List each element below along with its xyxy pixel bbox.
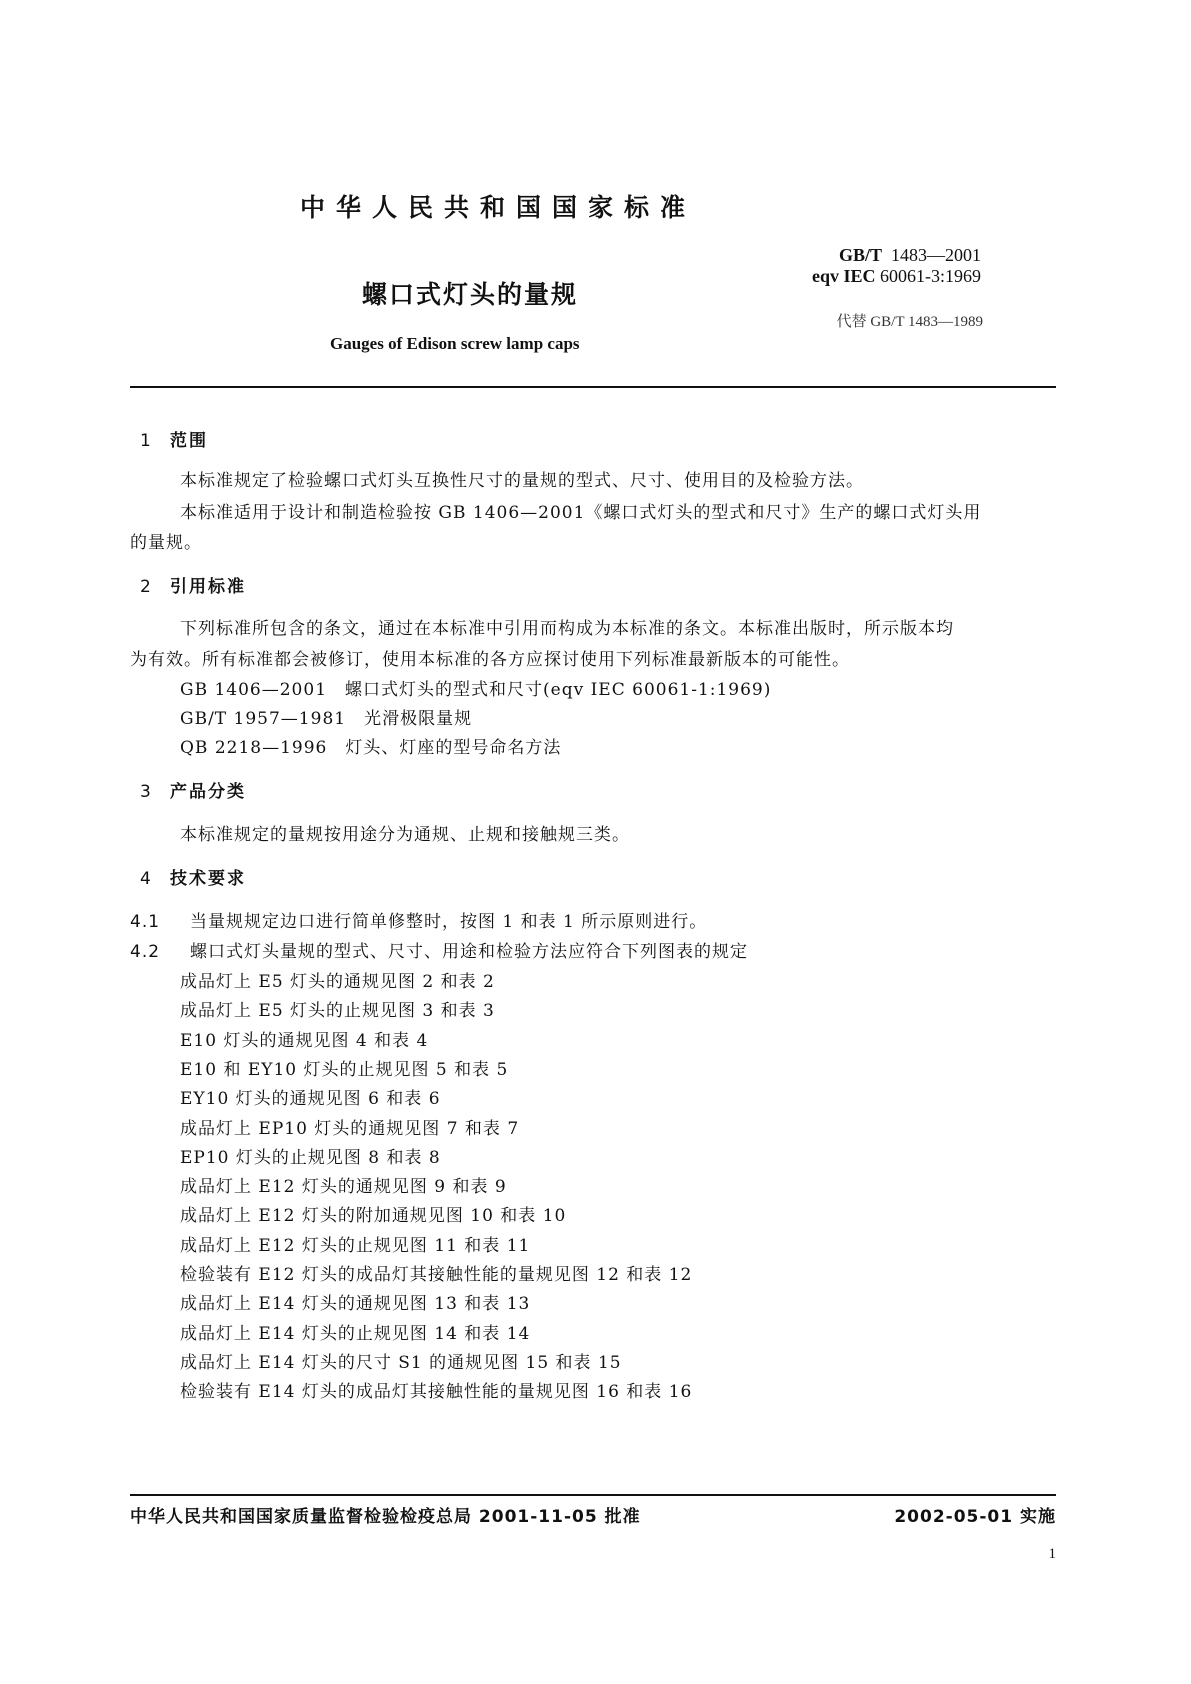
header-divider xyxy=(130,386,1056,388)
section-3-number: 3 xyxy=(140,782,153,802)
gauge-list-item: 成品灯上 E12 灯头的通规见图 9 和表 9 xyxy=(180,1177,507,1197)
standard-number xyxy=(812,245,981,266)
section-4-number: 4 xyxy=(140,869,153,889)
section-1-paragraph-1: 本标准规定了检验螺口式灯头互换性尺寸的量规的型式、尺寸、使用目的及检验方法。 xyxy=(180,471,864,491)
standard-number-block xyxy=(812,245,981,287)
gauge-list-item: 成品灯上 E14 灯头的尺寸 S1 的通规见图 15 和表 15 xyxy=(180,1353,622,1373)
equivalence xyxy=(812,266,981,287)
gauge-list-item: EY10 灯头的通规见图 6 和表 6 xyxy=(180,1089,441,1109)
national-standard-heading: 中华人民共和国国家标准 xyxy=(300,193,697,222)
english-title: Gauges of Edison screw lamp caps xyxy=(330,334,580,353)
standard-number-value: 1483—2001 xyxy=(891,245,981,265)
gauge-list-item: 成品灯上 EP10 灯头的通规见图 7 和表 7 xyxy=(180,1119,520,1139)
approval-line: 中华人民共和国国家质量监督检验检疫总局 2001-11-05 批准 xyxy=(130,1507,641,1527)
section-1-paragraph-2: 本标准适用于设计和制造检验按 GB 1406—2001《螺口式灯头的型式和尺寸》生产的螺口式灯头用 xyxy=(180,503,982,523)
gauge-list-item: EP10 灯头的止规见图 8 和表 8 xyxy=(180,1148,441,1168)
reference-gb1406: GB 1406—2001 螺口式灯头的型式和尺寸(eqv IEC 60061-1:1969) xyxy=(180,680,772,700)
section-3-heading xyxy=(140,777,246,802)
equivalence-value: 60061-3:1969 xyxy=(880,266,981,286)
page-number: 1 xyxy=(1048,1546,1056,1562)
section-2-paragraph: 下列标准所包含的条文，通过在本标准中引用而构成为本标准的条文。本标准出版时，所示版本均 xyxy=(180,619,954,639)
standard-title: 螺口式灯头的量规 xyxy=(362,280,579,309)
replaces-note: 代替 GB/T 1483—1989 xyxy=(836,314,983,330)
gauge-list-item: 成品灯上 E5 灯头的通规见图 2 和表 2 xyxy=(180,972,495,992)
gauge-list-item: E10 灯头的通规见图 4 和表 4 xyxy=(180,1031,429,1051)
section-4-title: 技术要求 xyxy=(170,869,246,889)
clause-4-1-text: 当量规规定边口进行简单修整时，按图 1 和表 1 所示原则进行。 xyxy=(190,912,708,932)
gauge-list-item: 检验装有 E14 灯头的成品灯其接触性能的量规见图 16 和表 16 xyxy=(180,1382,693,1402)
section-3-title: 产品分类 xyxy=(170,782,246,802)
section-1-number: 1 xyxy=(140,431,153,451)
footer-divider xyxy=(130,1494,1056,1496)
section-2-heading xyxy=(140,572,246,597)
clause-4-2 xyxy=(130,937,748,962)
section-2-title: 引用标准 xyxy=(170,577,246,597)
equivalence-prefix: eqv IEC xyxy=(811,266,876,286)
gauge-list-item: E10 和 EY10 灯头的止规见图 5 和表 5 xyxy=(180,1060,509,1080)
section-2-number: 2 xyxy=(140,577,153,597)
gauge-list-item: 成品灯上 E14 灯头的通规见图 13 和表 13 xyxy=(180,1294,531,1314)
gauge-list-item: 成品灯上 E14 灯头的止规见图 14 和表 14 xyxy=(180,1324,531,1344)
clause-4-2-number: 4.2 xyxy=(130,942,161,962)
section-3-paragraph: 本标准规定的量规按用途分为通规、止规和接触规三类。 xyxy=(180,825,630,845)
gauge-list-item: 成品灯上 E12 灯头的附加通规见图 10 和表 10 xyxy=(180,1206,567,1226)
clause-4-2-text: 螺口式灯头量规的型式、尺寸、用途和检验方法应符合下列图表的规定 xyxy=(190,942,748,962)
reference-qb2218: QB 2218—1996 灯头、灯座的型号命名方法 xyxy=(180,738,562,758)
clause-4-1 xyxy=(130,907,707,932)
implementation-date: 2002-05-01 实施 xyxy=(894,1507,1056,1527)
gauge-list-item: 成品灯上 E12 灯头的止规见图 11 和表 11 xyxy=(180,1236,531,1256)
standard-number-prefix: GB/T xyxy=(838,245,882,265)
section-2-paragraph-cont: 为有效。所有标准都会被修订，使用本标准的各方应探讨使用下列标准最新版本的可能性。 xyxy=(130,650,850,670)
section-4-heading xyxy=(140,864,246,889)
reference-gbt1957: GB/T 1957—1981 光滑极限量规 xyxy=(180,709,473,729)
gauge-list-item: 成品灯上 E5 灯头的止规见图 3 和表 3 xyxy=(180,1001,495,1021)
section-1-title: 范围 xyxy=(170,431,208,451)
gauge-list-item: 检验装有 E12 灯头的成品灯其接触性能的量规见图 12 和表 12 xyxy=(180,1265,693,1285)
section-1-paragraph-2-cont: 的量规。 xyxy=(130,533,202,553)
clause-4-1-number: 4.1 xyxy=(130,912,161,932)
section-1-heading xyxy=(140,426,208,451)
